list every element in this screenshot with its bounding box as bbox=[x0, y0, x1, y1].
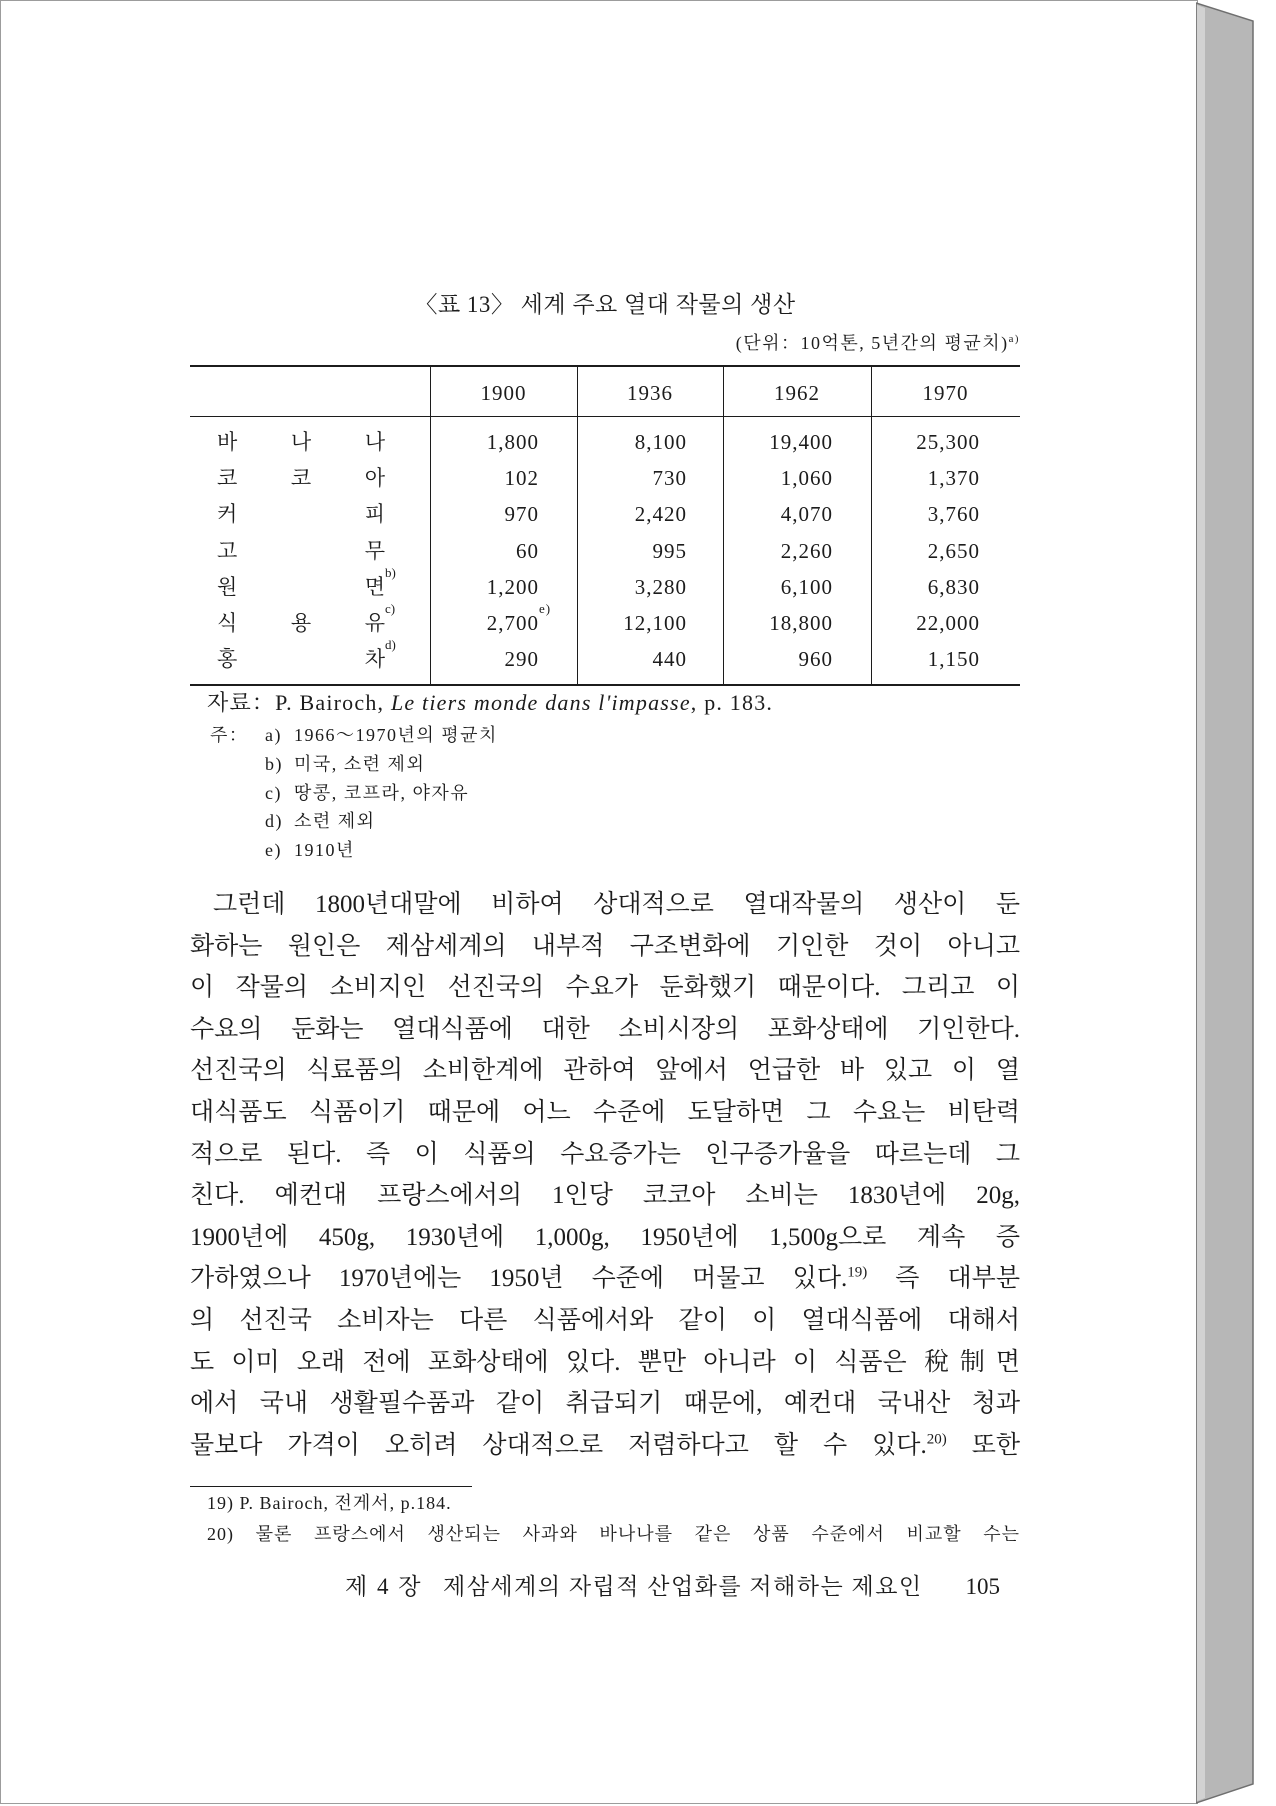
row-label-char: 나 bbox=[290, 430, 312, 454]
table-unit-ref: a) bbox=[1008, 333, 1020, 345]
row-label-last bbox=[364, 601, 396, 641]
table-cell: 3,280 bbox=[634, 574, 687, 599]
row-label-char: 고 bbox=[217, 538, 238, 563]
table-cell: 1,370 bbox=[927, 466, 980, 491]
cell-note-ref: e) bbox=[539, 601, 552, 616]
row-label-char: 아 bbox=[364, 466, 385, 491]
table-cell: 2,260 bbox=[780, 538, 833, 563]
table-title: 〈표 13〉 세계 주요 열대 작물의 생산 bbox=[414, 292, 796, 317]
header-rule bbox=[190, 416, 1020, 417]
table-cell: 970 bbox=[504, 502, 539, 527]
footnote-ref: 19) bbox=[847, 1265, 868, 1282]
table-cell: 4,070 bbox=[780, 502, 833, 527]
body-line: 도 이미 오래 전에 포화상태에 있다. 뿐만 아니라 이 식품은 稅制면 bbox=[190, 1348, 1020, 1376]
table-cell: 1,800 bbox=[486, 430, 539, 454]
table-cell: 102 bbox=[504, 466, 539, 491]
footnote-text: P. Bairoch, 전게서, p.184. bbox=[239, 1493, 452, 1513]
table-row-banana bbox=[190, 424, 1020, 460]
table-cell: 19,400 bbox=[769, 430, 833, 454]
note-text: 미국, 소련 제외 bbox=[294, 754, 426, 774]
table-cell: 12,100 bbox=[623, 611, 687, 635]
note-key: c) bbox=[265, 783, 282, 803]
table-source bbox=[207, 689, 773, 717]
table-cell: 1,200 bbox=[486, 574, 539, 599]
note-key: e) bbox=[265, 840, 282, 860]
table-unit-text: (단위：10억톤, 5년간의 평균치) bbox=[735, 333, 1009, 353]
table-unit bbox=[190, 330, 1020, 356]
body-line: 대식품도 식품이기 때문에 어느 수준에 도달하면 그 수요는 비탄력 bbox=[190, 1098, 1020, 1126]
row-label bbox=[217, 460, 385, 496]
table-row-coffee bbox=[190, 496, 1020, 532]
row-label bbox=[217, 424, 385, 460]
row-label-char: 원 bbox=[217, 574, 238, 599]
note-key: d) bbox=[265, 811, 283, 831]
table-cell: 960 bbox=[798, 647, 833, 672]
row-label bbox=[217, 564, 396, 605]
row-label-char: 나 bbox=[364, 430, 385, 454]
table-cell: 6,100 bbox=[780, 574, 833, 599]
table-cell: 1,060 bbox=[780, 466, 833, 491]
footnote-key: 19) bbox=[207, 1493, 234, 1513]
notes-label: 주： bbox=[210, 725, 249, 745]
row-label bbox=[217, 496, 385, 532]
row-label-char: 무 bbox=[364, 538, 385, 563]
table-row-raw-cotton bbox=[190, 564, 1020, 605]
table-cell: 18,800 bbox=[769, 611, 833, 635]
body-line bbox=[190, 1258, 1020, 1300]
body-line: 에서 국내 생활필수품과 같이 취급되기 때문에, 예컨대 국내산 청과 bbox=[190, 1390, 1020, 1418]
row-label bbox=[217, 601, 396, 641]
table-cell: 60 bbox=[516, 538, 539, 563]
book-page-stack bbox=[1196, 0, 1276, 1806]
header-year-3: 1962 bbox=[774, 381, 820, 405]
footer-title: 제삼세계의 자립적 산업화를 저해하는 제요인 bbox=[443, 1574, 923, 1599]
table-cell: 2,650 bbox=[927, 538, 980, 563]
table-cell: 2,420 bbox=[634, 502, 687, 527]
table-header-row bbox=[190, 375, 1020, 411]
row-label-char: 피 bbox=[364, 502, 385, 527]
row-label-last bbox=[364, 637, 396, 677]
table-cell: 440 bbox=[652, 647, 687, 672]
body-line: 적으로 된다. 즉 이 식품의 수요증가는 인구증가율을 따르는데 그 bbox=[190, 1140, 1020, 1168]
footnote-text: 물론 프랑스에서 생산되는 사과와 바나나를 같은 상품 수준에서 비교할 수는 bbox=[255, 1524, 1021, 1544]
row-label bbox=[217, 533, 385, 569]
source-title: Le tiers monde dans l'impasse bbox=[390, 690, 691, 715]
note-text: 땅콩, 코프라, 야자유 bbox=[294, 783, 470, 803]
body-line: 의 선진국 소비자는 다른 식품에서와 같이 이 열대식품에 대해서 bbox=[190, 1306, 1020, 1334]
body-line: 선진국의 식료품의 소비한계에 관하여 앞에서 언급한 바 있고 이 열 bbox=[190, 1057, 1020, 1085]
table-cell: 730 bbox=[652, 466, 687, 491]
row-note-ref: c) bbox=[384, 601, 396, 616]
footer-chapter: 제 4 장 bbox=[345, 1574, 423, 1599]
footnote-19 bbox=[207, 1490, 452, 1516]
body-line: 이 작물의 소비지인 선진국의 수요가 둔화했기 때문이다. 그리고 이 bbox=[190, 974, 1020, 1002]
body-line bbox=[190, 1425, 1020, 1467]
table-cell: 22,000 bbox=[916, 611, 980, 635]
row-label-char: 차 bbox=[364, 647, 385, 672]
table-cell: 3,760 bbox=[927, 502, 980, 527]
row-note-ref: b) bbox=[385, 564, 396, 580]
footnote-ref: 20) bbox=[926, 1431, 947, 1448]
table-cell: 8,100 bbox=[634, 430, 687, 454]
note-text: 1910년 bbox=[294, 840, 355, 860]
note-key: a) bbox=[265, 725, 282, 745]
row-label-last bbox=[364, 564, 396, 605]
footnote-key: 20) bbox=[207, 1524, 234, 1544]
row-label-char: 코 bbox=[217, 466, 238, 491]
table-row-cocoa bbox=[190, 460, 1020, 496]
note-text: 1966～1970년의 평균치 bbox=[294, 725, 498, 745]
header-year-4: 1970 bbox=[922, 381, 969, 405]
row-label-char: 유 bbox=[364, 611, 385, 635]
table-row-rubber bbox=[190, 533, 1020, 569]
row-label-char: 식 bbox=[217, 611, 238, 635]
production-table bbox=[190, 365, 1020, 686]
header-year-1: 1900 bbox=[480, 381, 527, 405]
row-label-char: 홍 bbox=[217, 647, 238, 672]
table-row-edible-oil bbox=[190, 601, 1020, 641]
body-line-text: 가하였으나 1970년에는 1950년 수준에 머물고 있다. bbox=[190, 1265, 848, 1293]
table-cell: 290 bbox=[504, 647, 539, 672]
row-label-char: 코 bbox=[290, 466, 312, 491]
cell-value: 2,700 bbox=[486, 611, 539, 635]
table-row-tea bbox=[190, 637, 1020, 677]
row-label-char: 면 bbox=[364, 574, 385, 599]
body-line-text: 물보다 가격이 오히려 상대적으로 저렴하다고 할 수 있다. bbox=[190, 1431, 927, 1459]
table-cell: 25,300 bbox=[916, 430, 980, 454]
row-label-char: 바 bbox=[217, 430, 238, 454]
source-label: 자료： bbox=[207, 690, 276, 715]
row-label-char: 용 bbox=[290, 611, 312, 635]
source-author: P. Bairoch, bbox=[275, 690, 391, 715]
note-text: 소련 제외 bbox=[294, 811, 376, 831]
table-cell: 6,830 bbox=[927, 574, 980, 599]
cell-value-with-ref bbox=[486, 601, 552, 641]
body-line: 그런데 1800년대말에 비하여 상대적으로 열대작물의 생산이 둔 bbox=[213, 891, 1020, 918]
source-suffix: , p. 183. bbox=[690, 690, 774, 715]
footnote-20 bbox=[207, 1521, 1020, 1547]
body-line-text: 즉 대부분 bbox=[867, 1265, 1020, 1293]
note-key: b) bbox=[265, 754, 283, 774]
body-line: 친다. 예컨대 프랑스에서의 1인당 코코아 소비는 1830년에 20g, bbox=[190, 1182, 1020, 1210]
header-year-2: 1936 bbox=[627, 381, 673, 405]
table-cell: 995 bbox=[652, 538, 687, 563]
body-line: 1900년에 450g, 1930년에 1,000g, 1950년에 1,500g으로 계속 증 bbox=[190, 1223, 1020, 1251]
table-cell: 1,150 bbox=[927, 647, 980, 672]
table-cell bbox=[430, 601, 577, 641]
row-label-char: 커 bbox=[217, 502, 238, 527]
row-label bbox=[217, 637, 396, 677]
body-paragraph bbox=[190, 884, 1020, 1466]
body-line: 수요의 둔화는 열대식품에 대한 소비시장의 포화상태에 기인한다. bbox=[190, 1015, 1020, 1043]
page-number: 105 bbox=[965, 1574, 1000, 1599]
row-note-ref: d) bbox=[385, 637, 396, 653]
page-stack-highlight bbox=[1197, 5, 1205, 1801]
footnote-rule bbox=[190, 1486, 472, 1487]
body-line-text: 또한 bbox=[946, 1431, 1021, 1459]
body-line: 화하는 원인은 제삼세계의 내부적 구조변화에 기인한 것이 아니고 bbox=[190, 932, 1020, 960]
